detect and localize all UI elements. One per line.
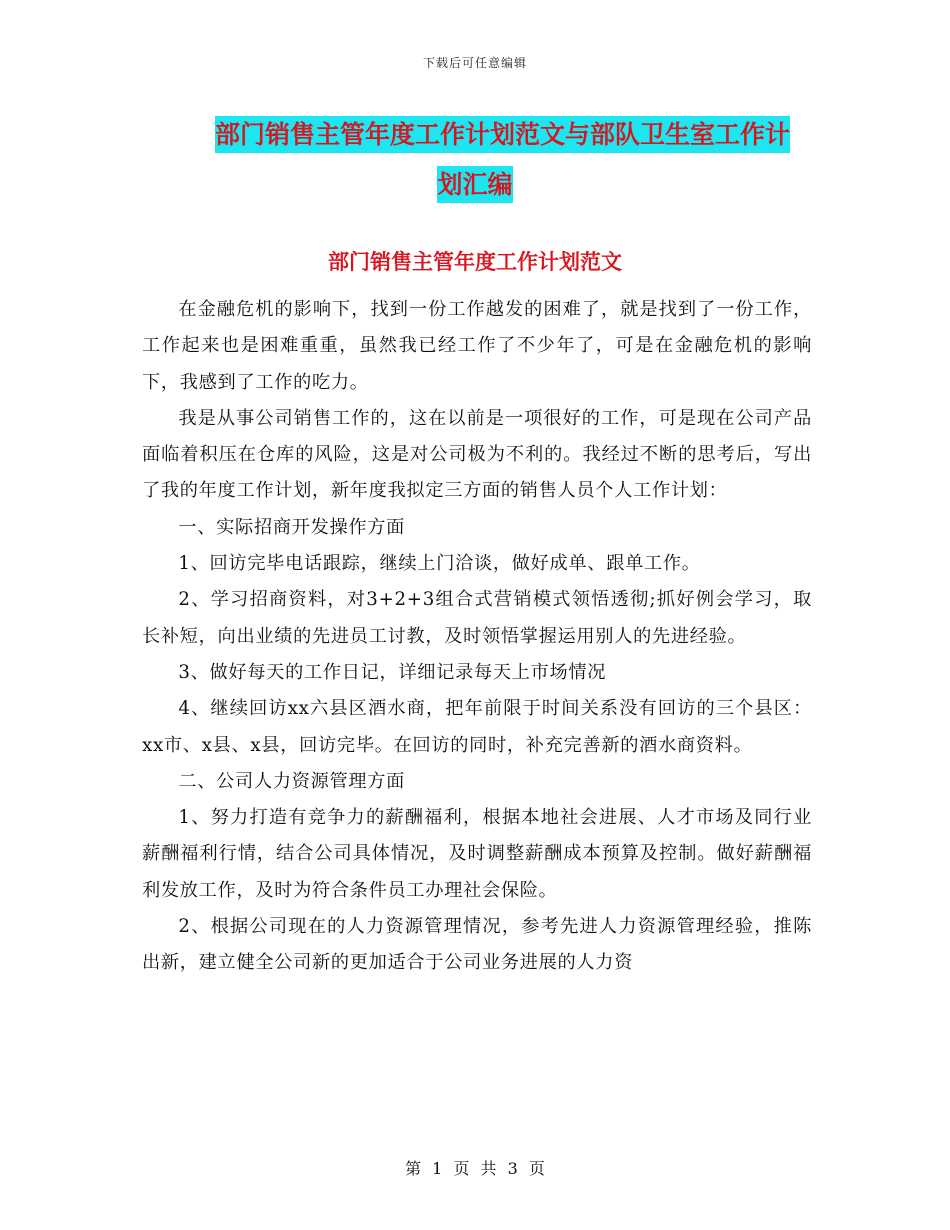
paragraph: 在金融危机的影响下，找到一份工作越发的困难了，就是找到了一份工作，工作起来也是困难重重，虽然我已经工作了不少年了，可是在金融危机的影响下，我感到了工作的吃力。 — [142, 299, 812, 393]
list-item: 1、回访完毕电话跟踪，继续上门洽谈，做好成单、跟单工作。 — [178, 553, 701, 575]
section-heading: 一、实际招商开发操作方面 — [178, 516, 406, 538]
page-number-footer: 第 1 页 共 3 页 — [405, 1159, 545, 1178]
section-heading: 二、公司人力资源管理方面 — [178, 770, 406, 792]
document-title-line-1: 部门销售主管年度工作计划范文与部队卫生室工作计 — [215, 116, 790, 153]
section-title: 部门销售主管年度工作计划范文 — [328, 250, 622, 274]
list-item: 4、继续回访xx六县区酒水商，把年前限于时间关系没有回访的三个县区：xx市、x县、x县，回访完毕。在回访的同时，补充完善新的酒水商资料。 — [142, 698, 812, 756]
document-title-line-2: 划汇编 — [437, 166, 512, 203]
list-item: 2、学习招商资料，对3+2+3组合式营销模式领悟透彻;抓好例会学习，取长补短，向出业绩的先进员工讨教，及时领悟掌握运用别人的先进经验。 — [142, 589, 812, 647]
page-header-note: 下载后可任意编辑 — [422, 56, 527, 70]
list-item: 2、根据公司现在的人力资源管理情况，参考先进人力资源管理经验，推陈出新，建立健全公司新的更加适合于公司业务进展的人力资 — [142, 916, 812, 974]
list-item: 1、努力打造有竞争力的薪酬福利，根据本地社会进展、人才市场及同行业薪酬福利行情，结合公司具体情况，及时调整薪酬成本预算及控制。做好薪酬福利发放工作，及时为符合条件员工办理社会保险。 — [142, 807, 812, 901]
document-title — [140, 110, 810, 210]
list-item: 3、做好每天的工作日记，详细记录每天上市场情况 — [178, 661, 607, 683]
paragraph: 我是从事公司销售工作的，这在以前是一项很好的工作，可是现在公司产品面临着积压在仓库的风险，这是对公司极为不利的。我经过不断的思考后，写出了我的年度工作计划，新年度我拟定三方面的销售人员个人工作计划： — [142, 407, 812, 502]
document-body — [142, 292, 812, 982]
